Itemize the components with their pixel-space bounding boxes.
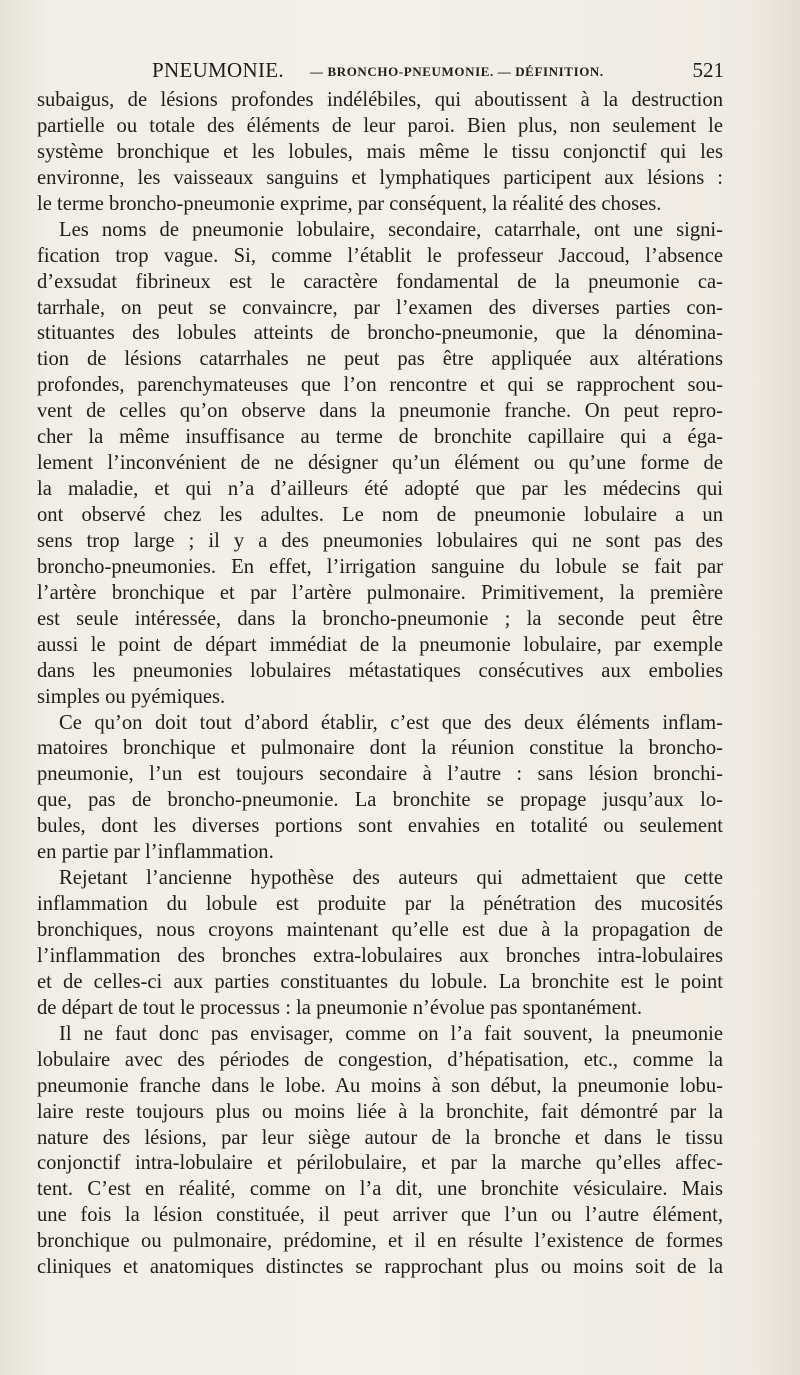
text-line: d’exsudat fibrineux est le caractère fondamental de la pneumonie ca- (37, 270, 723, 293)
text-line: Rejetant l’ancienne hypothèse des auteurs qui admettaient que cette (59, 867, 723, 890)
header-title: PNEUMONIE. (152, 58, 284, 82)
running-header (38, 58, 724, 88)
text-line: subaigus, de lésions profondes indélébiles, qui aboutissent à la destruction (37, 89, 723, 111)
text-line: cliniques et anatomiques distinctes se rapprochant plus ou moins soit de la (37, 1256, 723, 1279)
text-line: en partie par l’inflammation. (37, 841, 274, 864)
text-line: pneumonie franche dans le lobe. Au moins à son début, la pneumonie lobu- (37, 1074, 723, 1097)
text-line: Les noms de pneumonie lobulaire, secondaire, catarrhale, ont une signi- (59, 218, 723, 241)
text-line: l’artère bronchique et par l’artère pulmonaire. Primitivement, la première (37, 581, 723, 604)
text-line: lobulaire avec des périodes de congestion, d’hépatisation, etc., comme la (37, 1048, 723, 1071)
text-line: matoires bronchique et pulmonaire dont la réunion constitue la broncho- (37, 737, 723, 760)
text-line: ont observé chez les adultes. Le nom de pneumonie lobulaire a un (37, 504, 723, 526)
page-number: 521 (692, 58, 724, 82)
header-subtitle: — BRONCHO-PNEUMONIE. — DÉFINITION. (310, 64, 604, 79)
text-line: dans les pneumonies lobulaires métastatiques consécutives aux embolies (37, 659, 723, 682)
text-line: la maladie, et qui n’a d’ailleurs été adopté que par les médecins qui (37, 478, 723, 501)
text-line: cher la même insuffisance au terme de bronchite capillaire qui a éga- (37, 426, 723, 449)
text-line: une fois la lésion constituée, il peut arriver que l’un ou l’autre élément, (37, 1204, 723, 1227)
text-line: est seule intéressée, dans la broncho-pneumonie ; la seconde peut être (37, 607, 723, 630)
body-text (37, 88, 723, 1281)
text-line: lement l’inconvénient de ne désigner qu’un élément ou qu’une forme de (37, 452, 723, 475)
text-line: pneumonie, l’un est toujours secondaire à l’autre : sans lésion bronchi- (37, 763, 723, 786)
text-line: sens trop large ; il y a des pneumonies lobulaires qui ne sont pas des (37, 529, 723, 552)
text-line: simples ou pyémiques. (37, 685, 226, 708)
text-line: aussi le point de départ immédiat de la pneumonie lobulaire, par exemple (37, 633, 723, 656)
text-line: laire reste toujours plus ou moins liée à la bronchite, fait démontré par la (37, 1100, 723, 1123)
text-line: bules, dont les diverses portions sont envahies en totalité ou seulement (37, 815, 723, 838)
text-line: le terme broncho-pneumonie exprime, par conséquent, la réalité des choses. (37, 192, 662, 215)
text-line: nature des lésions, par leur siège autour de la bronche et dans le tissu (37, 1126, 723, 1149)
text-line: bronchiques, nous croyons maintenant qu’elle est due à la propagation de (37, 919, 723, 941)
text-line: système bronchique et les lobules, mais même le tissu conjonctif qui les (37, 140, 723, 163)
text-line: inflammation du lobule est produite par la pénétration des mucosités (37, 893, 723, 916)
text-line: environne, les vaisseaux sanguins et lymphatiques participent aux lésions : (37, 166, 723, 189)
text-line: vent de celles qu’on observe dans la pneumonie franche. On peut repro- (37, 400, 723, 423)
text-line: conjonctif intra-lobulaire et périlobulaire, et par la marche qu’elles affec- (37, 1152, 723, 1175)
text-line: Ce qu’on doit tout d’abord établir, c’est que des deux éléments inflam- (59, 711, 723, 734)
text-line: bronchique ou pulmonaire, prédomine, et il en résulte l’existence de formes (37, 1230, 723, 1253)
text-line: tarrhale, on peut se convaincre, par l’examen des diverses parties con- (37, 296, 723, 319)
text-line: fication trop vague. Si, comme l’établit le professeur Jaccoud, l’absence (37, 244, 723, 267)
text-line: broncho-pneumonies. En effet, l’irrigation sanguine du lobule se fait par (37, 555, 723, 578)
text-line: profondes, parenchymateuses que l’on rencontre et qui se rapprochent sou- (37, 374, 723, 397)
text-line: l’inflammation des bronches extra-lobulaires aux bronches intra-lobulaires (37, 944, 723, 967)
text-line: tion de lésions catarrhales ne peut pas être appliquée aux altérations (37, 348, 723, 371)
text-line: partielle ou totale des éléments de leur paroi. Bien plus, non seulement le (37, 114, 723, 137)
text-line: de départ de tout le processus : la pneumonie n’évolue pas spontanément. (37, 996, 643, 1019)
text-line: et de celles-ci aux parties constituantes du lobule. La bronchite est le point (37, 970, 723, 993)
text-line: que, pas de broncho-pneumonie. La bronchite se propage jusqu’aux lo- (37, 789, 723, 812)
text-line: Il ne faut donc pas envisager, comme on l’a fait souvent, la pneumonie (59, 1022, 723, 1045)
text-line: stituantes des lobules atteints de broncho-pneumonie, que la dénomina- (37, 322, 723, 345)
text-line: tent. C’est en réalité, comme on l’a dit, une bronchite vésiculaire. Mais (37, 1178, 723, 1201)
